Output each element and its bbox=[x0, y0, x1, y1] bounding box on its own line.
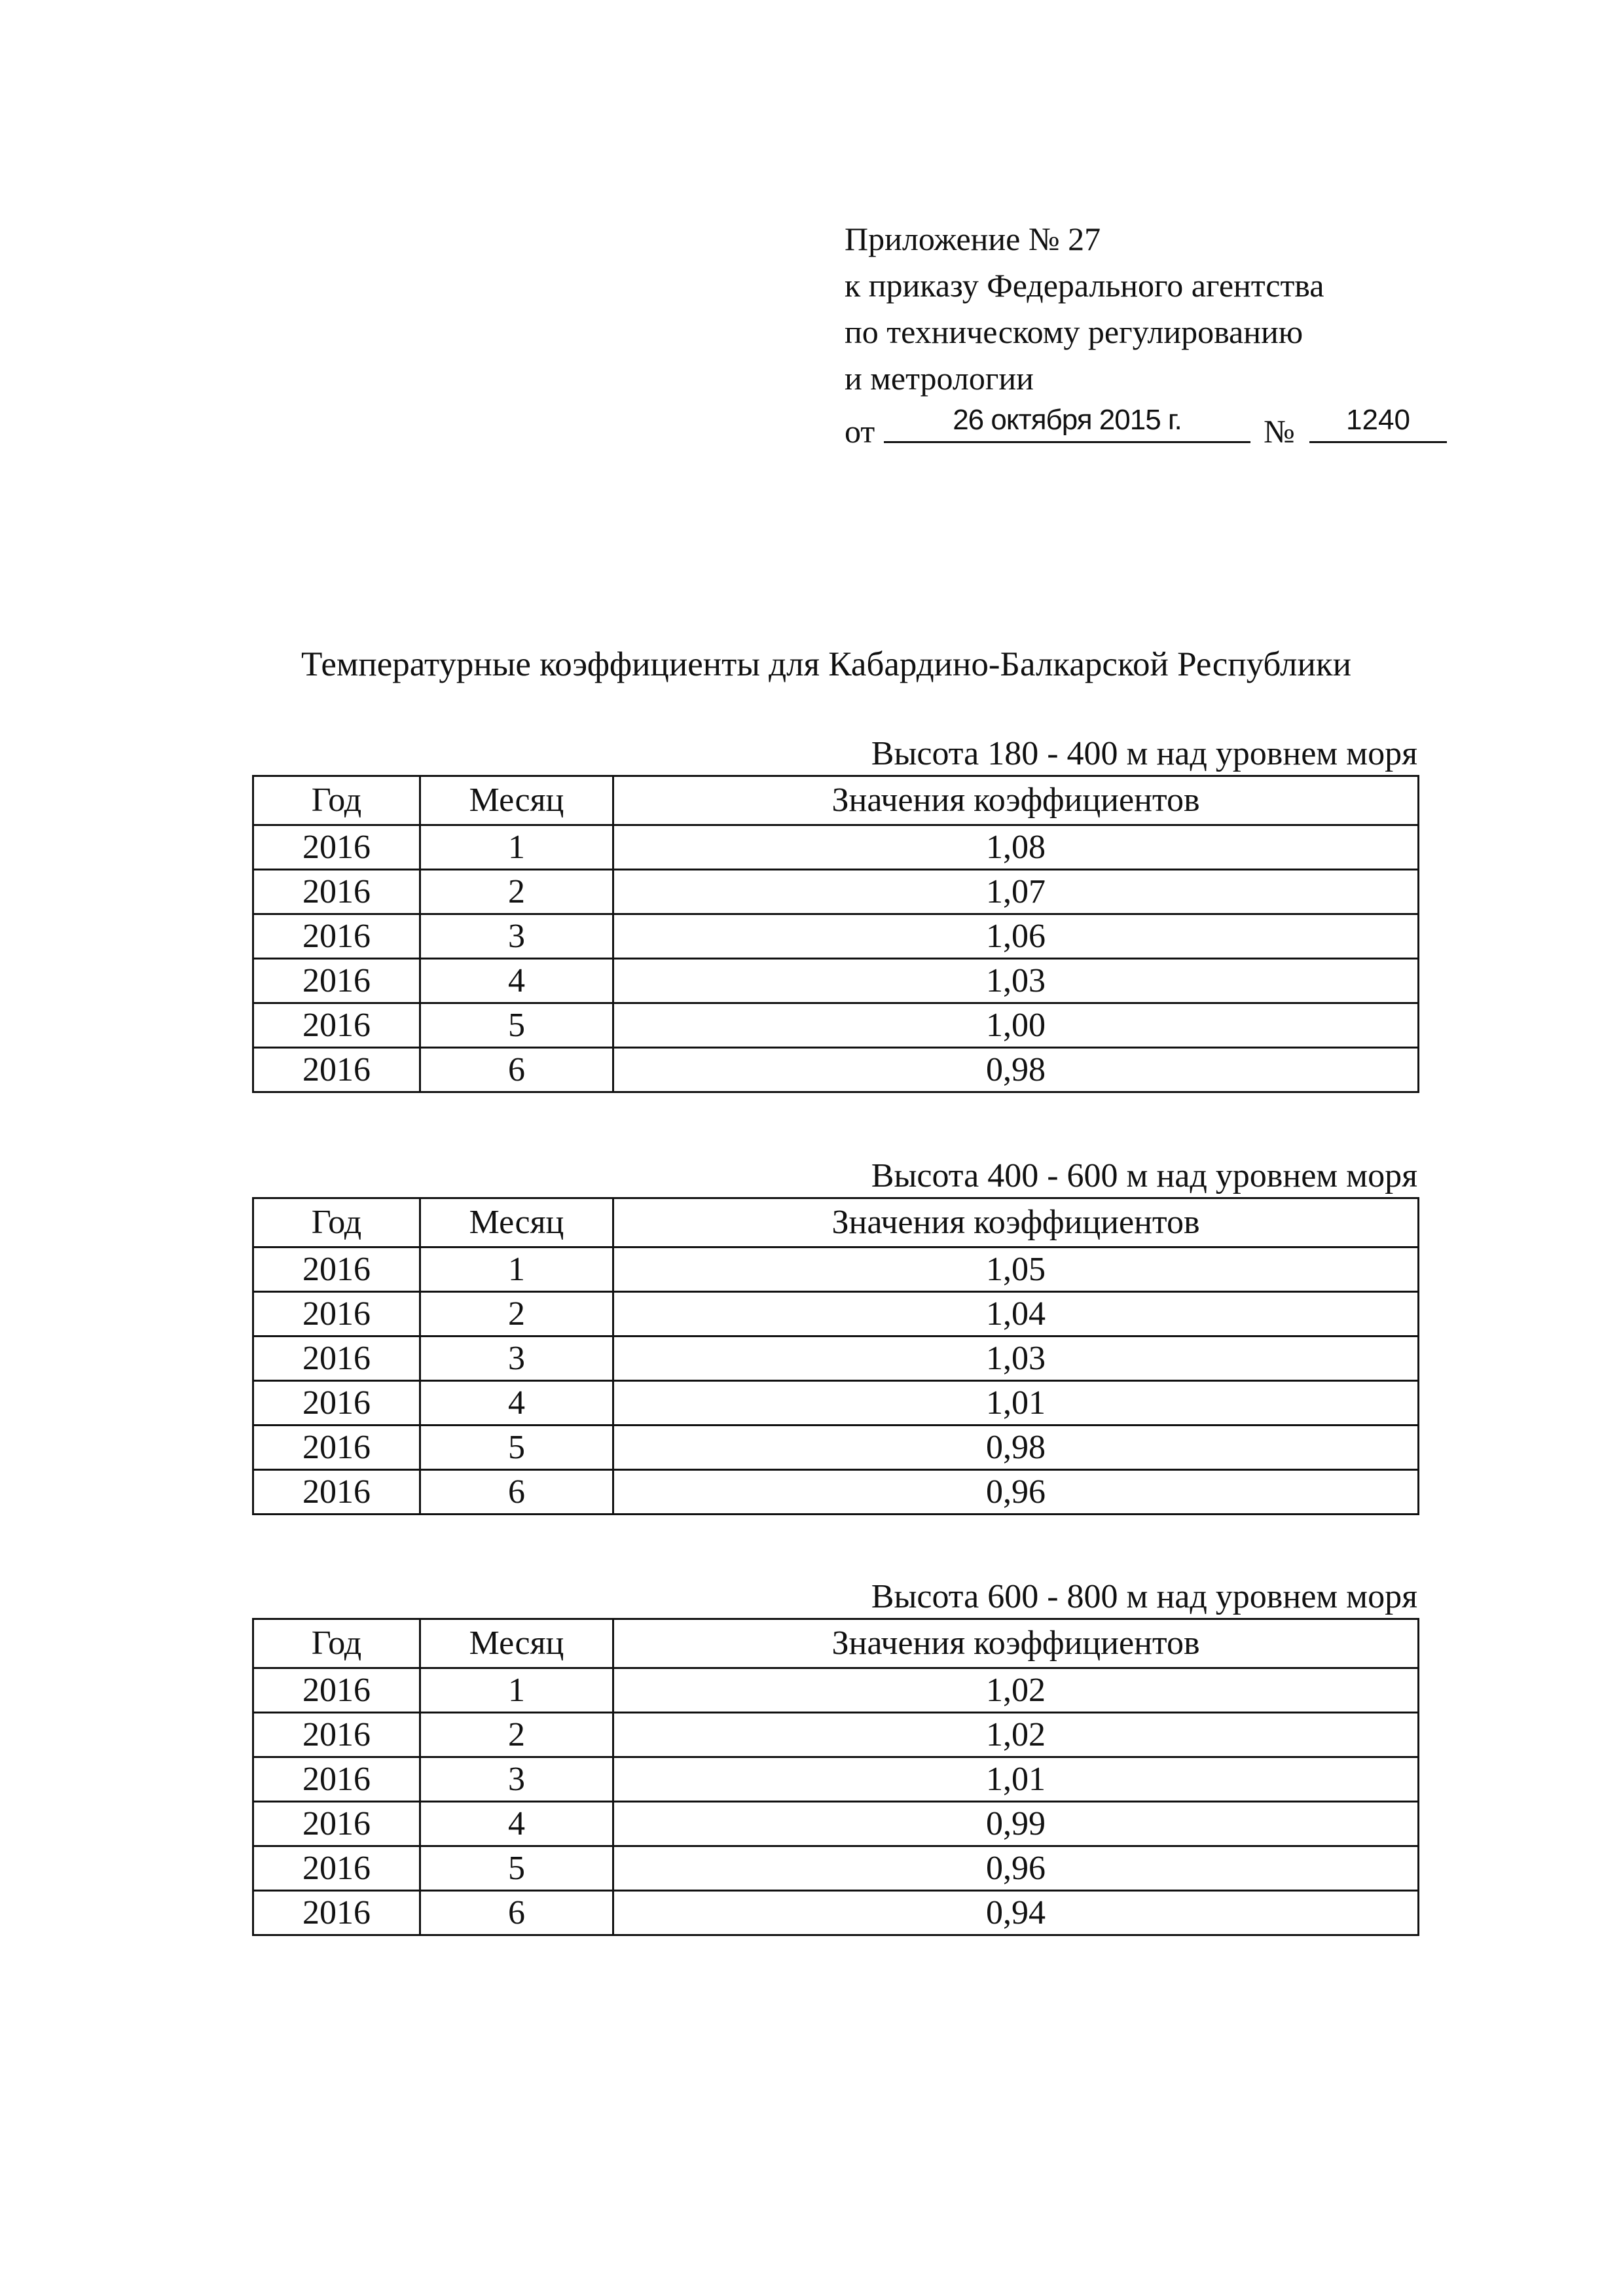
agency-name-line: по техническому регулированию bbox=[845, 314, 1304, 350]
cell-month: 2 bbox=[420, 1713, 613, 1757]
cell-year: 2016 bbox=[253, 914, 420, 959]
coefficients-table bbox=[252, 1618, 1419, 1936]
cell-value: 1,01 bbox=[613, 1757, 1419, 1802]
cell-year: 2016 bbox=[253, 1891, 420, 1935]
table-row bbox=[253, 1426, 1419, 1470]
table-row bbox=[253, 1846, 1419, 1891]
cell-month: 3 bbox=[420, 1336, 613, 1381]
column-header-year: Год bbox=[253, 1198, 420, 1247]
table-row bbox=[253, 914, 1419, 959]
column-header-year: Год bbox=[253, 776, 420, 825]
cell-year: 2016 bbox=[253, 1668, 420, 1713]
appendix-header bbox=[845, 216, 1460, 454]
table-header-row bbox=[253, 1619, 1419, 1668]
column-header-month: Месяц bbox=[420, 1619, 613, 1668]
table-header-row bbox=[253, 1198, 1419, 1247]
altitude-section-2 bbox=[252, 1155, 1417, 1515]
cell-year: 2016 bbox=[253, 1802, 420, 1846]
cell-value: 0,96 bbox=[613, 1846, 1419, 1891]
table-row bbox=[253, 1292, 1419, 1336]
table-row bbox=[253, 1003, 1419, 1048]
coefficients-table bbox=[252, 775, 1419, 1093]
cell-month: 3 bbox=[420, 1757, 613, 1802]
cell-value: 1,01 bbox=[613, 1381, 1419, 1426]
cell-month: 2 bbox=[420, 1292, 613, 1336]
altitude-section-3 bbox=[252, 1576, 1417, 1936]
coefficients-table bbox=[252, 1197, 1419, 1515]
table-row bbox=[253, 1336, 1419, 1381]
cell-year: 2016 bbox=[253, 1247, 420, 1292]
cell-month: 5 bbox=[420, 1846, 613, 1891]
cell-month: 1 bbox=[420, 1668, 613, 1713]
cell-value: 0,94 bbox=[613, 1891, 1419, 1935]
cell-year: 2016 bbox=[253, 1292, 420, 1336]
cell-value: 1,05 bbox=[613, 1247, 1419, 1292]
cell-value: 1,03 bbox=[613, 959, 1419, 1003]
date-prefix: от bbox=[845, 413, 875, 450]
order-number: 1240 bbox=[1309, 402, 1447, 443]
column-header-value: Значения коэффициентов bbox=[613, 1198, 1419, 1247]
cell-value: 1,00 bbox=[613, 1003, 1419, 1048]
table-row bbox=[253, 1713, 1419, 1757]
column-header-value: Значения коэффициентов bbox=[613, 1619, 1419, 1668]
cell-year: 2016 bbox=[253, 1757, 420, 1802]
cell-year: 2016 bbox=[253, 1048, 420, 1092]
table-row bbox=[253, 870, 1419, 914]
cell-month: 3 bbox=[420, 914, 613, 959]
cell-year: 2016 bbox=[253, 825, 420, 870]
agency-name-line-end: и метрологии bbox=[845, 360, 1034, 397]
cell-month: 6 bbox=[420, 1891, 613, 1935]
cell-month: 2 bbox=[420, 870, 613, 914]
number-sign: № bbox=[1264, 413, 1295, 450]
altitude-section-1 bbox=[252, 733, 1417, 1093]
cell-value: 1,03 bbox=[613, 1336, 1419, 1381]
column-header-value: Значения коэффициентов bbox=[613, 776, 1419, 825]
table-row bbox=[253, 825, 1419, 870]
cell-month: 4 bbox=[420, 1381, 613, 1426]
cell-year: 2016 bbox=[253, 1003, 420, 1048]
cell-value: 1,06 bbox=[613, 914, 1419, 959]
table-header-row bbox=[253, 776, 1419, 825]
cell-month: 4 bbox=[420, 959, 613, 1003]
cell-month: 5 bbox=[420, 1003, 613, 1048]
cell-year: 2016 bbox=[253, 1426, 420, 1470]
cell-year: 2016 bbox=[253, 1381, 420, 1426]
cell-value: 1,02 bbox=[613, 1713, 1419, 1757]
table-row bbox=[253, 1802, 1419, 1846]
cell-year: 2016 bbox=[253, 1713, 420, 1757]
cell-value: 0,99 bbox=[613, 1802, 1419, 1846]
column-header-month: Месяц bbox=[420, 1198, 613, 1247]
cell-value: 1,07 bbox=[613, 870, 1419, 914]
cell-year: 2016 bbox=[253, 1846, 420, 1891]
table-row bbox=[253, 1470, 1419, 1515]
cell-value: 1,04 bbox=[613, 1292, 1419, 1336]
cell-month: 4 bbox=[420, 1802, 613, 1846]
cell-value: 1,08 bbox=[613, 825, 1419, 870]
column-header-month: Месяц bbox=[420, 776, 613, 825]
table-row bbox=[253, 1668, 1419, 1713]
cell-year: 2016 bbox=[253, 870, 420, 914]
order-reference-line: к приказу Федерального агентства bbox=[845, 267, 1324, 304]
table-row bbox=[253, 1381, 1419, 1426]
cell-month: 6 bbox=[420, 1048, 613, 1092]
table-row bbox=[253, 1891, 1419, 1935]
table-row bbox=[253, 959, 1419, 1003]
order-date: 26 октября 2015 г. bbox=[884, 402, 1250, 443]
cell-year: 2016 bbox=[253, 1336, 420, 1381]
section-caption: Высота 400 - 600 м над уровнем моря bbox=[871, 1157, 1417, 1194]
section-caption: Высота 180 - 400 м над уровнем моря bbox=[871, 735, 1417, 772]
table-row bbox=[253, 1757, 1419, 1802]
cell-value: 0,98 bbox=[613, 1426, 1419, 1470]
appendix-number: Приложение № 27 bbox=[845, 221, 1101, 257]
cell-year: 2016 bbox=[253, 1470, 420, 1515]
cell-value: 0,96 bbox=[613, 1470, 1419, 1515]
order-date-line bbox=[845, 402, 1460, 454]
cell-value: 1,02 bbox=[613, 1668, 1419, 1713]
cell-value: 0,98 bbox=[613, 1048, 1419, 1092]
cell-year: 2016 bbox=[253, 959, 420, 1003]
table-row bbox=[253, 1048, 1419, 1092]
cell-month: 1 bbox=[420, 1247, 613, 1292]
cell-month: 6 bbox=[420, 1470, 613, 1515]
cell-month: 5 bbox=[420, 1426, 613, 1470]
table-row bbox=[253, 1247, 1419, 1292]
document-title: Температурные коэффициенты для Кабардино-Балкарской Республики bbox=[301, 645, 1351, 683]
section-caption: Высота 600 - 800 м над уровнем моря bbox=[871, 1578, 1417, 1615]
column-header-year: Год bbox=[253, 1619, 420, 1668]
cell-month: 1 bbox=[420, 825, 613, 870]
